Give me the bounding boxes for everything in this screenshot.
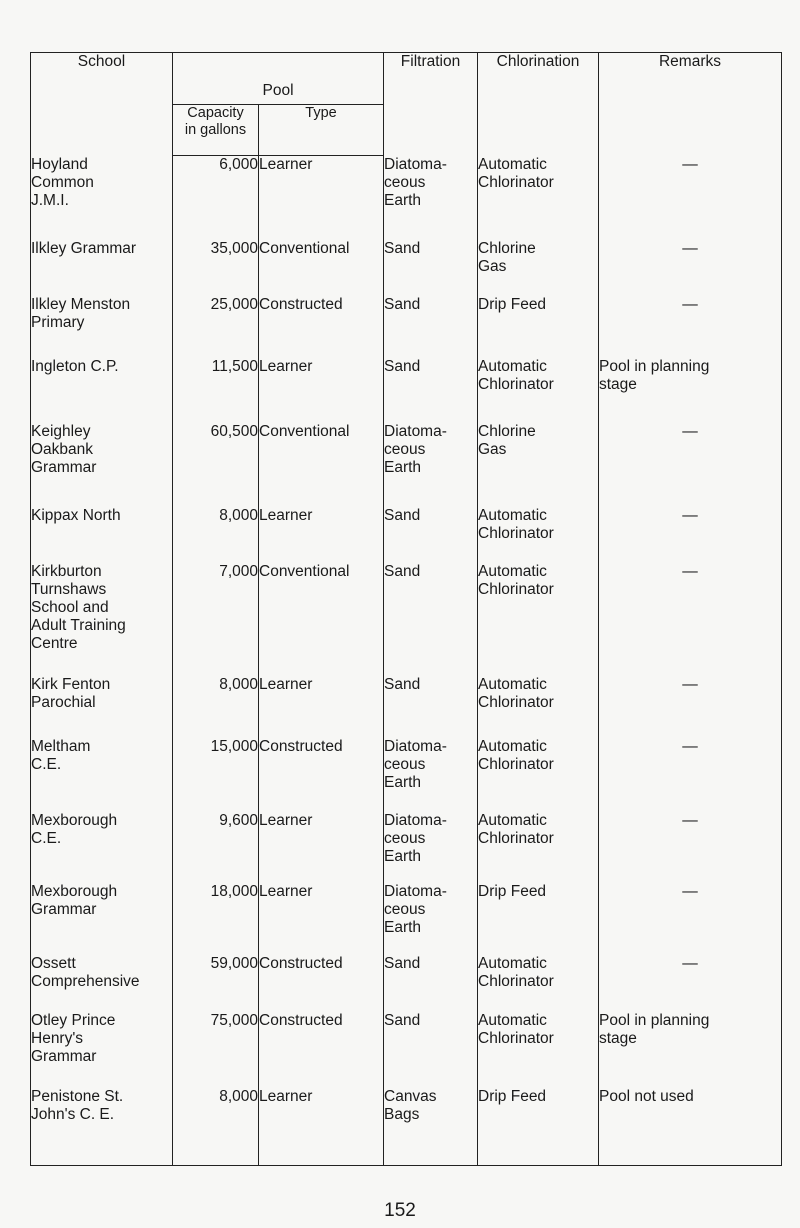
- table-row: [31, 1012, 782, 1088]
- filtration-cell: Sand: [384, 676, 478, 738]
- capacity-cell: 15,000: [173, 738, 259, 812]
- school-cell: Meltham C.E.: [31, 738, 173, 812]
- header-filtration: Filtration: [384, 53, 478, 156]
- filtration-cell: Canvas Bags: [384, 1088, 478, 1165]
- chlorination-cell: Drip Feed: [478, 296, 599, 358]
- filtration-cell: Sand: [384, 358, 478, 424]
- remarks-cell: —: [599, 507, 782, 563]
- table-row: [31, 240, 782, 296]
- type-cell: Learner: [259, 156, 384, 240]
- type-cell: Constructed: [259, 738, 384, 812]
- type-cell: Conventional: [259, 563, 384, 677]
- remarks-cell: —: [599, 423, 782, 506]
- school-cell: Kirk Fenton Parochial: [31, 676, 173, 738]
- swimming-pools-table: [30, 52, 782, 1166]
- filtration-cell: Diatoma- ceous Earth: [384, 423, 478, 506]
- remarks-cell: Pool in planning stage: [599, 1012, 782, 1088]
- filtration-cell: Sand: [384, 296, 478, 358]
- chlorination-cell: Drip Feed: [478, 883, 599, 954]
- remarks-cell: —: [599, 563, 782, 677]
- school-cell: Keighley Oakbank Grammar: [31, 423, 173, 506]
- school-cell: Ingleton C.P.: [31, 358, 173, 424]
- filtration-cell: Sand: [384, 507, 478, 563]
- type-cell: Learner: [259, 676, 384, 738]
- table-row: [31, 812, 782, 883]
- chlorination-cell: Automatic Chlorinator: [478, 1012, 599, 1088]
- type-cell: Learner: [259, 1088, 384, 1165]
- capacity-cell: 11,500: [173, 358, 259, 424]
- school-cell: Ilkley Menston Primary: [31, 296, 173, 358]
- type-cell: Learner: [259, 358, 384, 424]
- school-cell: Hoyland Common J.M.I.: [31, 156, 173, 240]
- header-chlorination: Chlorination: [478, 53, 599, 156]
- chlorination-cell: Chlorine Gas: [478, 423, 599, 506]
- school-cell: Ilkley Grammar: [31, 240, 173, 296]
- remarks-cell: Pool not used: [599, 1088, 782, 1165]
- table-row: [31, 955, 782, 1012]
- capacity-cell: 8,000: [173, 507, 259, 563]
- table-row: [31, 156, 782, 240]
- remarks-cell: —: [599, 676, 782, 738]
- capacity-cell: 8,000: [173, 676, 259, 738]
- school-cell: Mexborough Grammar: [31, 883, 173, 954]
- chlorination-cell: Automatic Chlorinator: [478, 507, 599, 563]
- chlorination-cell: Automatic Chlorinator: [478, 676, 599, 738]
- header-capacity: Capacity in gallons: [173, 105, 259, 156]
- chlorination-cell: Chlorine Gas: [478, 240, 599, 296]
- capacity-cell: 18,000: [173, 883, 259, 954]
- table-row: [31, 423, 782, 506]
- type-cell: Conventional: [259, 240, 384, 296]
- table-row: [31, 1088, 782, 1165]
- capacity-cell: 25,000: [173, 296, 259, 358]
- filtration-cell: Diatoma- ceous Earth: [384, 883, 478, 954]
- filtration-cell: Sand: [384, 955, 478, 1012]
- remarks-cell: —: [599, 883, 782, 954]
- filtration-cell: Sand: [384, 240, 478, 296]
- chlorination-cell: Drip Feed: [478, 1088, 599, 1165]
- capacity-cell: 60,500: [173, 423, 259, 506]
- capacity-cell: 6,000: [173, 156, 259, 240]
- table-row: [31, 738, 782, 812]
- filtration-cell: Sand: [384, 1012, 478, 1088]
- remarks-cell: —: [599, 296, 782, 358]
- remarks-cell: —: [599, 156, 782, 240]
- table-row: [31, 358, 782, 424]
- remarks-cell: —: [599, 240, 782, 296]
- type-cell: Constructed: [259, 296, 384, 358]
- table-header: [31, 53, 782, 156]
- type-cell: Constructed: [259, 955, 384, 1012]
- filtration-cell: Diatoma- ceous Earth: [384, 812, 478, 883]
- type-cell: Constructed: [259, 1012, 384, 1088]
- chlorination-cell: Automatic Chlorinator: [478, 738, 599, 812]
- header-type: Type: [259, 105, 384, 156]
- table-row: [31, 507, 782, 563]
- header-remarks: Remarks: [599, 53, 782, 156]
- table-body: [31, 156, 782, 1166]
- filtration-cell: Sand: [384, 563, 478, 677]
- type-cell: Learner: [259, 883, 384, 954]
- chlorination-cell: Automatic Chlorinator: [478, 156, 599, 240]
- chlorination-cell: Automatic Chlorinator: [478, 358, 599, 424]
- chlorination-cell: Automatic Chlorinator: [478, 563, 599, 677]
- school-cell: Kippax North: [31, 507, 173, 563]
- chlorination-cell: Automatic Chlorinator: [478, 812, 599, 883]
- capacity-cell: 9,600: [173, 812, 259, 883]
- remarks-cell: —: [599, 738, 782, 812]
- capacity-cell: 35,000: [173, 240, 259, 296]
- type-cell: Conventional: [259, 423, 384, 506]
- header-school: School: [31, 53, 173, 156]
- school-cell: Penistone St. John's C. E.: [31, 1088, 173, 1165]
- type-cell: Learner: [259, 507, 384, 563]
- remarks-cell: Pool in planning stage: [599, 358, 782, 424]
- capacity-cell: 8,000: [173, 1088, 259, 1165]
- school-cell: Ossett Comprehensive: [31, 955, 173, 1012]
- header-pool: Pool: [173, 53, 384, 105]
- remarks-cell: —: [599, 955, 782, 1012]
- capacity-cell: 75,000: [173, 1012, 259, 1088]
- capacity-cell: 7,000: [173, 563, 259, 677]
- school-cell: Mexborough C.E.: [31, 812, 173, 883]
- remarks-cell: —: [599, 812, 782, 883]
- school-cell: Kirkburton Turnshaws School and Adult Training Centre: [31, 563, 173, 677]
- table-row: [31, 676, 782, 738]
- school-cell: Otley Prince Henry's Grammar: [31, 1012, 173, 1088]
- filtration-cell: Diatoma- ceous Earth: [384, 738, 478, 812]
- chlorination-cell: Automatic Chlorinator: [478, 955, 599, 1012]
- table-row: [31, 296, 782, 358]
- type-cell: Learner: [259, 812, 384, 883]
- table-row: [31, 563, 782, 677]
- table-row: [31, 883, 782, 954]
- capacity-cell: 59,000: [173, 955, 259, 1012]
- filtration-cell: Diatoma- ceous Earth: [384, 156, 478, 240]
- page-number: 152: [384, 1200, 416, 1221]
